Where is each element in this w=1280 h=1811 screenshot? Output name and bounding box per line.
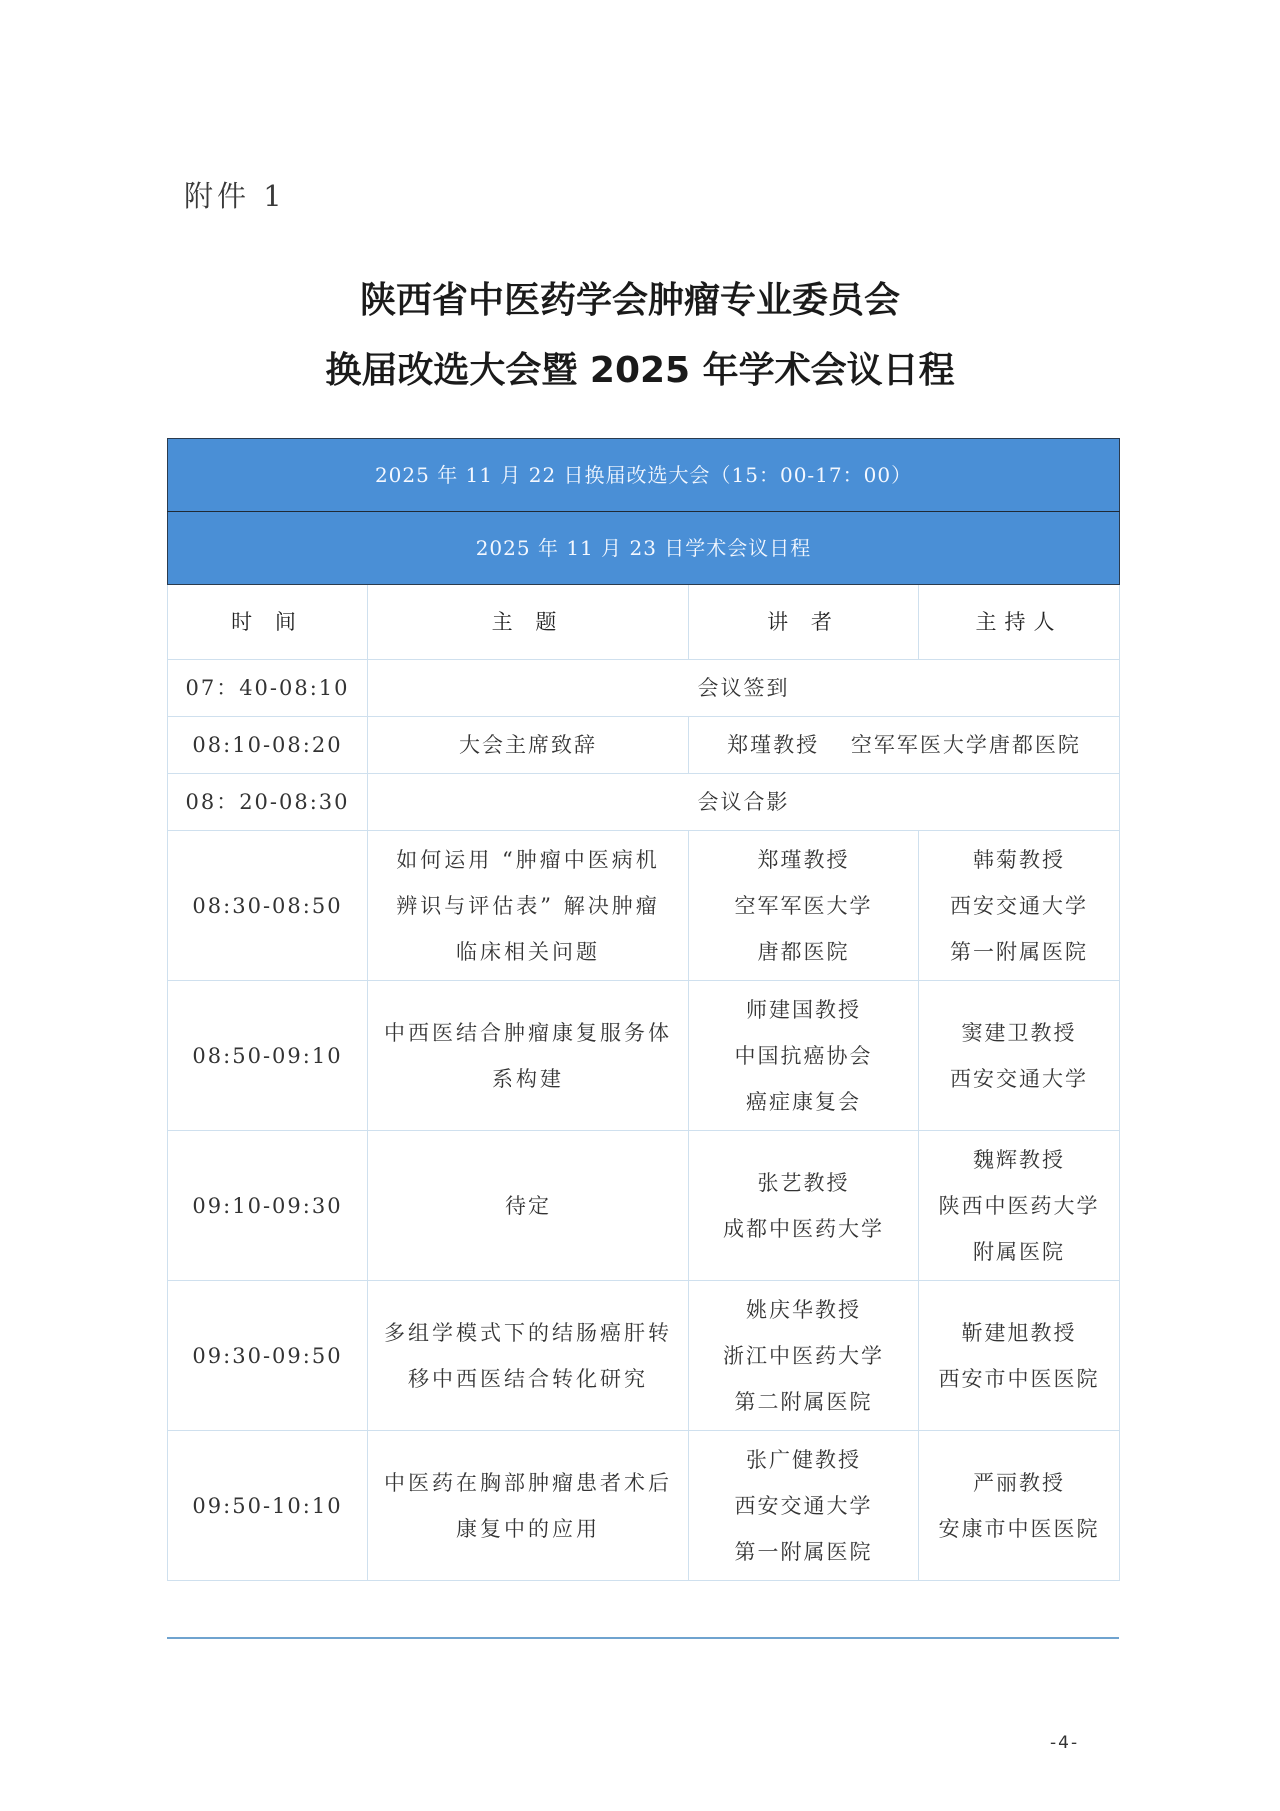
academic-schedule-text: 2025 年 11 月 23 日学术会议日程	[168, 512, 1120, 585]
table-row	[168, 1281, 1120, 1431]
attachment-label: 附件 1	[184, 179, 286, 213]
time-cell: 08:50-09:10	[168, 981, 368, 1131]
topic-cell	[368, 831, 689, 981]
speaker-name: 张艺教授	[757, 1170, 850, 1195]
speaker-affiliation: 西安交通大学	[734, 1493, 873, 1518]
host-affiliation: 附属医院	[973, 1239, 1065, 1264]
page-number: -4-	[1050, 1733, 1080, 1753]
speaker-affiliation: 成都中医药大学	[723, 1216, 884, 1241]
speaker-cell	[689, 1431, 919, 1581]
topic-line: 中西医结合肿瘤康复服务体	[384, 1020, 672, 1045]
topic-line: 多组学模式下的结肠癌肝转	[384, 1320, 672, 1345]
host-name: 严丽教授	[973, 1470, 1065, 1495]
speaker-cell	[689, 981, 919, 1131]
table-header-row	[168, 585, 1120, 660]
document-title-line-2: 换届改选大会暨 2025 年学术会议日程	[325, 350, 955, 391]
host-name: 魏辉教授	[973, 1147, 1065, 1172]
document-title-line-1: 陕西省中医药学会肿瘤专业委员会	[359, 280, 900, 321]
speaker-name: 姚庆华教授	[746, 1297, 861, 1322]
host-name: 靳建旭教授	[961, 1320, 1077, 1345]
time-cell: 08:30-08:50	[168, 831, 368, 981]
host-cell	[919, 981, 1120, 1131]
table-row	[168, 1431, 1120, 1581]
merged-event-cell: 会议签到	[368, 660, 1120, 717]
speaker-affiliation: 中国抗癌协会	[734, 1043, 873, 1068]
time-cell: 09:30-09:50	[168, 1281, 368, 1431]
speaker-name: 郑瑾教授	[757, 847, 850, 872]
table-row	[168, 660, 1120, 717]
column-header-time: 时 间	[168, 585, 368, 660]
speaker-cell	[689, 1131, 919, 1281]
speaker-host-merged-cell: 郑瑾教授 空军军医大学唐都医院	[689, 717, 1120, 774]
host-affiliation: 陕西中医药大学	[938, 1193, 1100, 1218]
host-cell	[919, 1281, 1120, 1431]
speaker-affiliation: 第一附属医院	[734, 1539, 873, 1564]
time-cell: 08：20-08:30	[168, 774, 368, 831]
host-cell	[919, 1431, 1120, 1581]
topic-line: 康复中的应用	[456, 1516, 600, 1541]
speaker-cell	[689, 1281, 919, 1431]
academic-schedule-band	[168, 512, 1120, 585]
topic-line: 辨识与评估表” 解决肿瘤	[396, 893, 660, 918]
time-cell: 07：40-08:10	[168, 660, 368, 717]
host-name: 韩菊教授	[973, 847, 1065, 872]
speaker-affiliation: 空军军医大学	[734, 893, 873, 918]
host-affiliation: 第一附属医院	[950, 939, 1088, 964]
topic-line: 移中西医结合转化研究	[408, 1366, 648, 1391]
election-meeting-band	[168, 439, 1120, 512]
speaker-affiliation: 唐都医院	[757, 939, 850, 964]
host-name: 窦建卫教授	[961, 1020, 1077, 1045]
host-affiliation: 西安交通大学	[950, 893, 1088, 918]
table-row	[168, 981, 1120, 1131]
topic-line: 系构建	[492, 1066, 564, 1091]
speaker-name: 师建国教授	[746, 997, 861, 1022]
topic-cell	[368, 1281, 689, 1431]
time-cell: 09:50-10:10	[168, 1431, 368, 1581]
topic-line: 如何运用 “肿瘤中医病机	[396, 847, 660, 872]
speaker-affiliation: 浙江中医药大学	[723, 1343, 884, 1368]
topic-cell: 待定	[368, 1131, 689, 1281]
host-affiliation: 西安市中医医院	[938, 1366, 1100, 1391]
topic-cell	[368, 981, 689, 1131]
host-cell	[919, 831, 1120, 981]
speaker-name: 张广健教授	[746, 1447, 861, 1472]
speaker-affiliation: 第二附属医院	[734, 1389, 873, 1414]
column-header-speaker: 讲 者	[689, 585, 919, 660]
topic-line: 中医药在胸部肿瘤患者术后	[384, 1470, 672, 1495]
speaker-affiliation: 癌症康复会	[746, 1089, 861, 1114]
time-cell: 09:10-09:30	[168, 1131, 368, 1281]
speaker-cell	[689, 831, 919, 981]
election-meeting-text: 2025 年 11 月 22 日换届改选大会（15：00-17：00）	[168, 439, 1120, 512]
host-cell	[919, 1131, 1120, 1281]
host-affiliation: 西安交通大学	[950, 1066, 1088, 1091]
column-header-host: 主持人	[919, 585, 1120, 660]
topic-cell: 大会主席致辞	[368, 717, 689, 774]
table-row	[168, 717, 1120, 774]
topic-line: 临床相关问题	[456, 939, 600, 964]
host-affiliation: 安康市中医医院	[938, 1516, 1100, 1541]
merged-event-cell: 会议合影	[368, 774, 1120, 831]
table-row	[168, 774, 1120, 831]
table-row	[168, 1131, 1120, 1281]
column-header-topic: 主 题	[368, 585, 689, 660]
topic-cell	[368, 1431, 689, 1581]
schedule-table	[167, 438, 1120, 1581]
footer-divider	[167, 1637, 1119, 1639]
time-cell: 08:10-08:20	[168, 717, 368, 774]
table-row	[168, 831, 1120, 981]
